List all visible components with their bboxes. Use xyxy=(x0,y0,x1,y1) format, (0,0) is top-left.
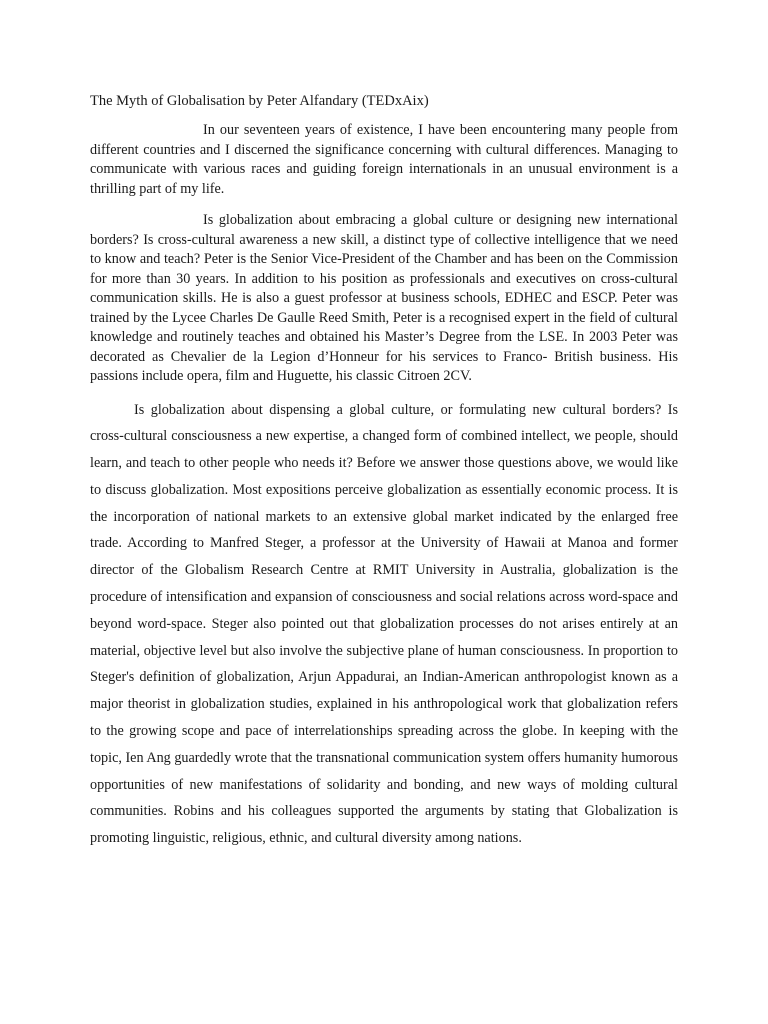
document-title: The Myth of Globalisation by Peter Alfandary (TEDxAix) xyxy=(90,93,429,109)
document-page xyxy=(90,92,678,852)
paragraph-speaker-bio: Is globalization about embracing a global culture or designing new international borders? Is cross-cultural awareness a new skill, a distinct type of collective intelligence that we need to know and teach? Peter is the Senior Vice-President of the Chamber and has been on the Commission for more than 30 years. In addition to his position as professionals and executives on cross-cultural communication skills. He is also a guest professor at business schools, EDHEC and ESCP. Peter was trained by the Lycee Charles De Gaulle Reed Smith, Peter is a recognised expert in the field of cultural knowledge and routinely teaches and obtained his Master’s Degree from the LSE. In 2003 Peter was decorated as Chevalier de la Legion d’Honneur for his services to Franco- British business. His passions include opera, film and Huguette, his classic Citroen 2CV. xyxy=(90,212,678,384)
paragraph-intro: In our seventeen years of existence, I have been encountering many people from different countries and I discerned the significance concerning with cultural differences. Managing to communicate with various races and guiding foreign internationals in an unusual environment is a thrilling part of my life. xyxy=(90,122,678,197)
paragraph-globalization-discussion: Is globalization about dispensing a global culture, or formulating new cultural borders? Is cross-cultural consciousness a new expertise, a changed form of combined intellect, we people, should learn, and teach to other people who needs it? Before we answer those questions above, we would like to discuss globalization. Most expositions perceive globalization as essentially economic process. It is the incorporation of national markets to an extensive global market indicated by the enlarged free trade. According to Manfred Steger, a professor at the University of Hawaii at Manoa and former director of the Globalism Research Centre at RMIT University in Australia, globalization is the procedure of intensification and expansion of consciousness and social relations across word-space and beyond word-space. Steger also pointed out that globalization processes do not arises entirely at an material, objective level but also involve the subjective plane of human consciousness. In proportion to Steger's definition of globalization, Arjun Appadurai, an Indian-American anthropologist known as a major theorist in globalization studies, explained in his anthropological work that globalization refers to the growing scope and pace of interrelationships spreading across the globe. In keeping with the topic, Ien Ang guardedly wrote that the transnational communication system offers humanity humorous opportunities of new manifestations of solidarity and bonding, and new ways of molding cultural communities. Robins and his colleagues supported the arguments by stating that Globalization is promoting linguistic, religious, ethnic, and cultural diversity among nations. xyxy=(90,401,678,847)
